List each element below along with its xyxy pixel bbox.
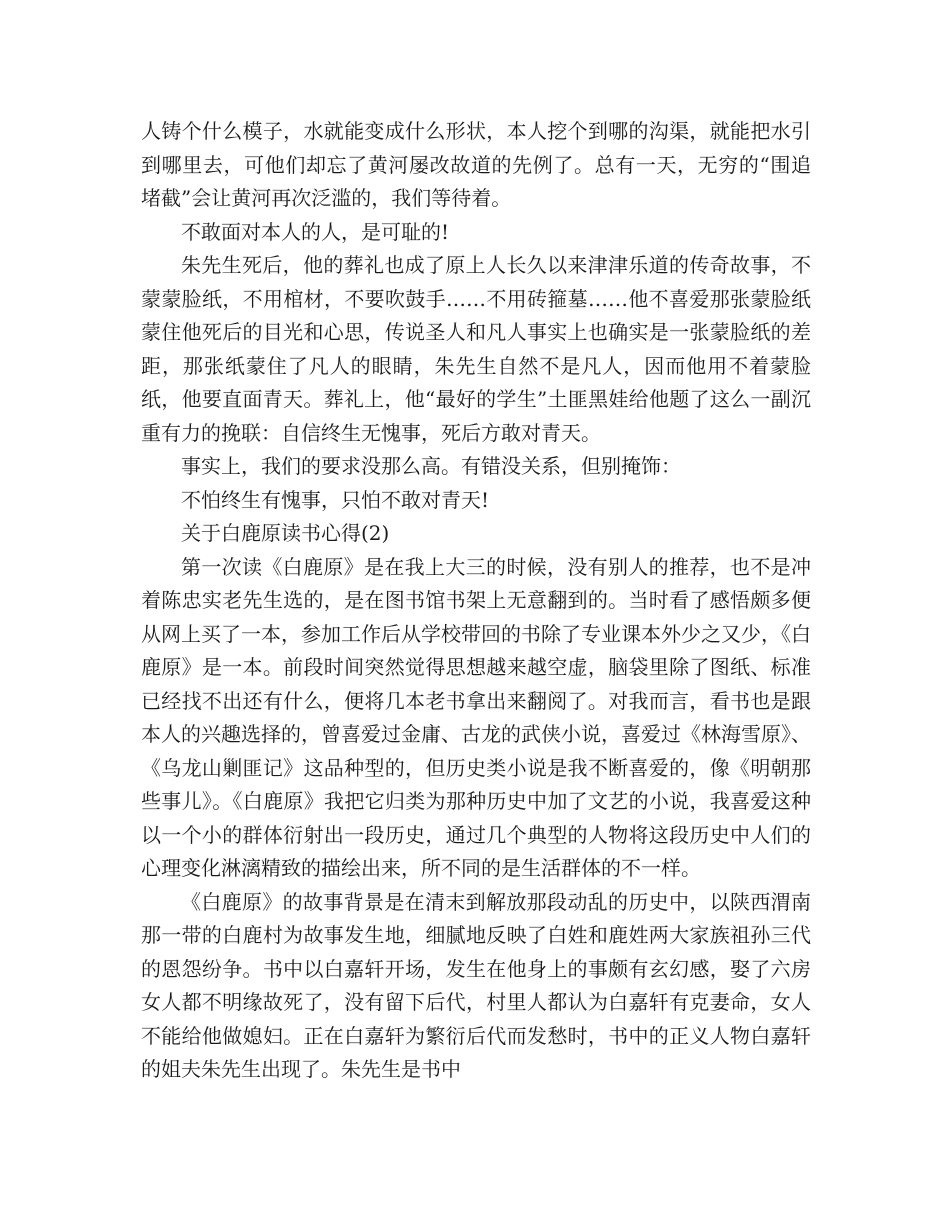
paragraph-requirement: 事实上，我们的要求没那么高。有错没关系，但别掩饰： <box>181 454 681 478</box>
paragraph-motto: 不怕终生有愧事，只怕不敢对青天! <box>181 487 490 512</box>
paragraph-funeral: 朱先生死后，他的葬礼也成了原上人长久以来津津乐道的传奇故事，不蒙蒙脸纸，不用棺材，不要吹鼓手……不用砖箍墓……他不喜爱那张蒙脸纸蒙住他死后的目光和心思，传说圣人和凡人事实上也确实是一张蒙脸纸的差距，那张纸蒙住了凡人的眼睛，朱先生自然不是凡人，因而他用不着蒙脸纸，他要直面青天。葬礼上，他“最好的学生”土匪黑娃给他题了这么一副沉重有力的挽联：自信终生无愧事，死后方敢对青天。 <box>141 253 811 445</box>
section-heading: 关于白鹿原读书心得(2) <box>181 521 390 545</box>
document-body <box>141 115 811 1087</box>
paragraph-first-reading: 第一次读《白鹿原》是在我上大三的时候，没有别人的推荐，也不是冲着陈忠实老先生选的，是在图书馆书架上无意翻到的。当时看了感悟颇多便从网上买了一本，参加工作后从学校带回的书除了专业课本外少之又少，《白鹿原》是一本。前段时间突然觉得思想越来越空虚，脑袋里除了图纸、标准已经找不出还有什么，便将几本老书拿出来翻阅了。对我而言，看书也是跟本人的兴趣选择的，曾喜爱过金庸、古龙的武侠小说，喜爱过《林海雪原》、《乌龙山剿匪记》这品种型的，但历史类小说是我不断喜爱的，像《明朝那些事儿》。《白鹿原》我把它归类为那种历史中加了文艺的小说，我喜爱这种以一个小的群体衍射出一段历史，通过几个典型的人物将这段历史中人们的心理变化淋漓精致的描绘出来，所不同的是生活群体的不一样。 <box>141 554 811 880</box>
paragraph-continued: 人铸个什么模子，水就能变成什么形状，本人挖个到哪的沟渠，就能把水引到哪里去，可他们却忘了黄河屡改故道的先例了。总有一天，无穷的“围追堵截”会让黄河再次泛滥的，我们等待着。 <box>141 119 811 210</box>
paragraph-shame: 不敢面对本人的人，是可耻的! <box>181 219 450 244</box>
paragraph-story-background: 《白鹿原》的故事背景是在清末到解放那段动乱的历史中，以陕西渭南那一带的白鹿村为故事发生地，细腻地反映了白姓和鹿姓两大家族祖孙三代的恩怨纷争。书中以白嘉轩开场，发生在他身上的事颇有玄幻感，娶了六房女人都不明缘故死了，没有留下后代，村里人都认为白嘉轩有克妻命，女人不能给他做媳妇。正在白嘉轩为繁衍后代而发愁时，书中的正义人物白嘉轩的姐夫朱先生出现了。朱先生是书中 <box>141 889 811 1081</box>
